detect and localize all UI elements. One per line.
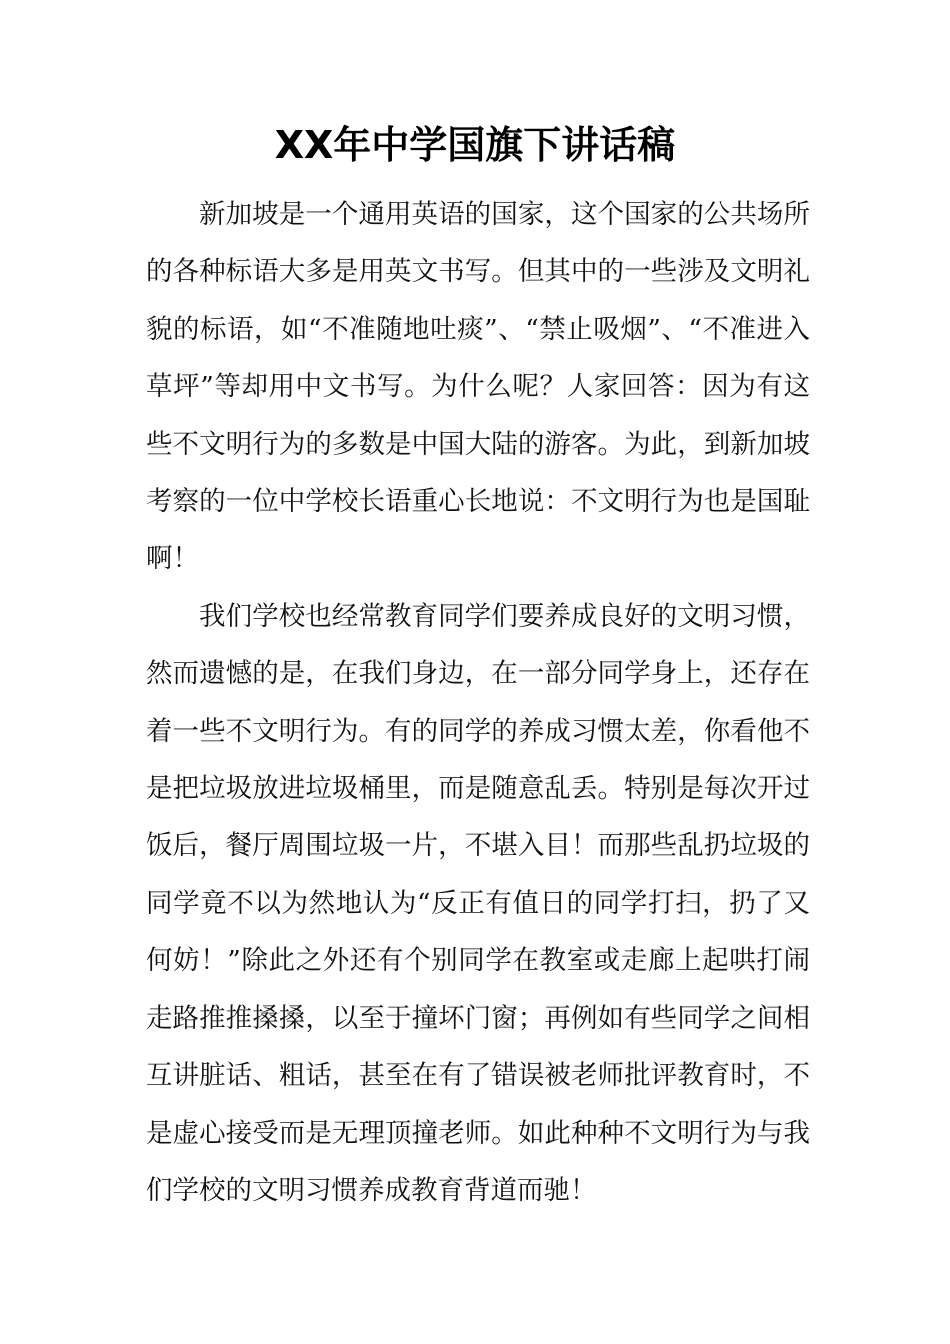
paragraph-1: 新加坡是一个通用英语的国家，这个国家的公共场所的各种标语大多是用英文书写。但其中的一些涉及文明礼貌的标语，如“不准随地吐痰”、“禁止吸烟”、“不准进入草坪”等却用中文书写。为什么呢？人家回答：因为有这些不文明行为的多数是中国大陆的游客。为此，到新加坡考察的一位中学校长语重心长地说：不文明行为也是国耻啊！: [146, 199, 810, 575]
document-title: XX年中学国旗下讲话稿: [274, 123, 676, 167]
paragraph-2: 我们学校也经常教育同学们要养成良好的文明习惯，然而遗憾的是，在我们身边，在一部分同学身上，还存在着一些不文明行为。有的同学的养成习惯太差，你看他不是把垃圾放进垃圾桶里，而是随意乱丢。特别是每次开过饭后，餐厅周围垃圾一片，不堪入目！而那些乱扔垃圾的同学竟不以为然地认为“反正有值日的同学打扫，扔了又何妨！”除此之外还有个别同学在教室或走廊上起哄打闹走路推推搡搡，以至于撞坏门窗；再例如有些同学之间相互讲脏话、粗话，甚至在有了错误被老师批评教育时，不是虚心接受而是无理顶撞老师。如此种种不文明行为与我们学校的文明习惯养成教育背道而驰！: [146, 600, 810, 1206]
document-body: [146, 186, 810, 1219]
